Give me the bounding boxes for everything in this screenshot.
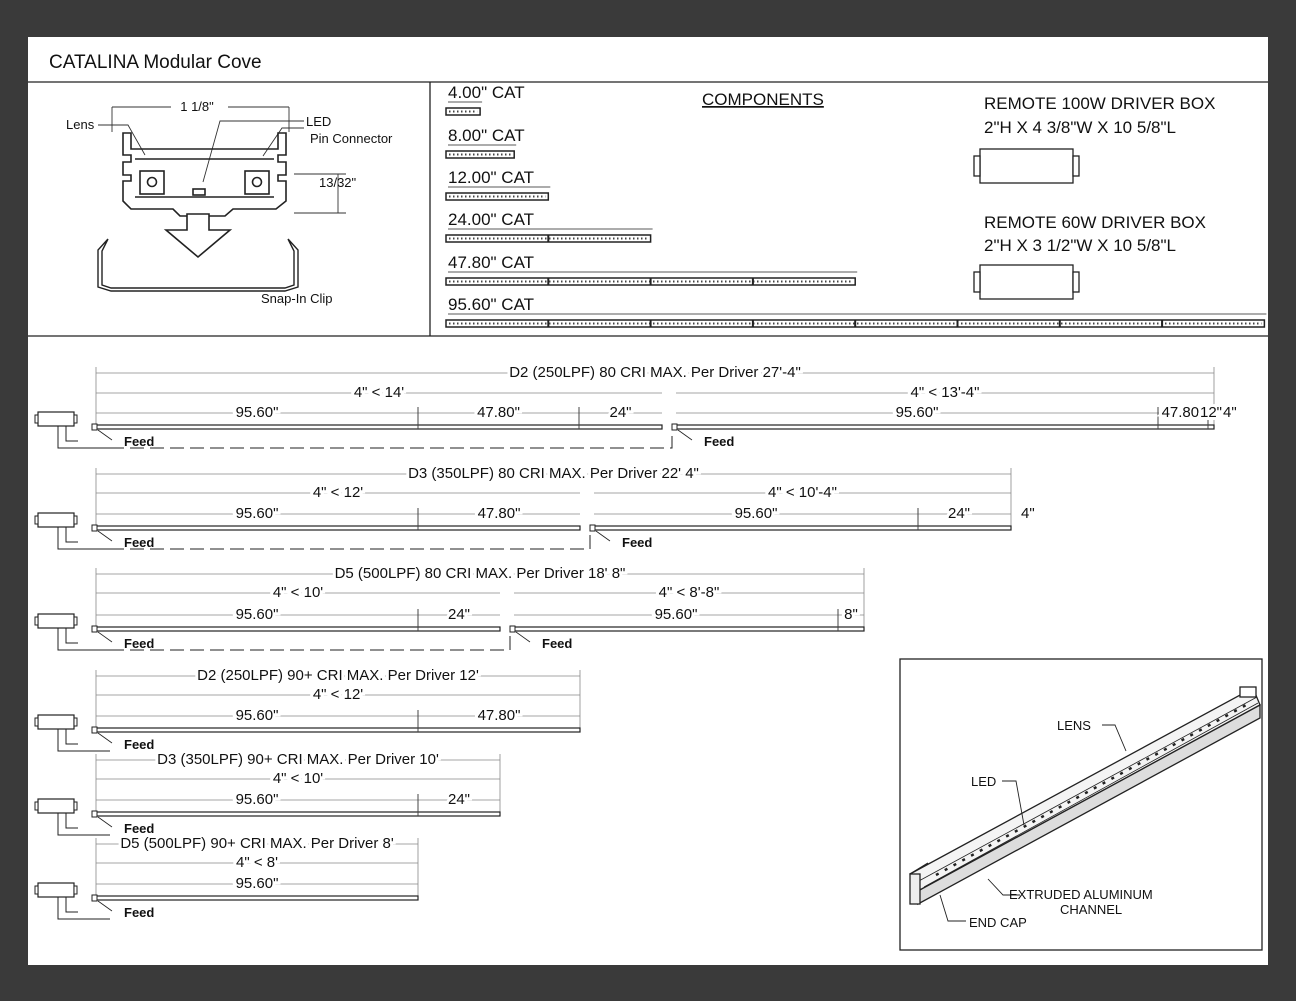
- part-length-label: 47.80": [477, 505, 521, 522]
- component-strip: [446, 278, 855, 285]
- strip-body: [96, 812, 500, 816]
- component-label: 8.00" CAT: [448, 126, 525, 145]
- run-segment: [92, 686, 580, 752]
- segment-length-label: 4" < 13'-4": [910, 384, 980, 401]
- driver-box-icon: [38, 513, 74, 527]
- part-length-label: 95.60": [654, 606, 698, 623]
- driver-box-icon: [38, 799, 74, 813]
- segment-length-label: 4" < 10'-4": [768, 484, 837, 501]
- strip-connector: [92, 525, 97, 531]
- feed-label: Feed: [622, 535, 653, 550]
- feed-leader: [596, 531, 610, 541]
- feed-label: Feed: [124, 905, 155, 920]
- components-section: [446, 83, 1266, 327]
- component-label: 4.00" CAT: [448, 83, 525, 102]
- tail-length-label: 4": [1223, 404, 1237, 421]
- page-title: CATALINA Modular Cove: [49, 52, 262, 73]
- run-layouts: [35, 364, 1237, 920]
- run-title: D3 (350LPF) 90+ CRI MAX. Per Driver 10': [157, 751, 439, 768]
- components-heading: COMPONENTS: [702, 90, 824, 109]
- part-length-label: 95.60": [235, 707, 279, 724]
- feed-leader: [98, 901, 112, 911]
- part-length-label: 95.60": [734, 505, 778, 522]
- component-label: 47.80" CAT: [448, 253, 535, 272]
- feed-label: Feed: [124, 535, 155, 550]
- part-length-label: 47.80": [1161, 404, 1205, 421]
- segment-length-label: 4" < 14': [353, 384, 405, 401]
- segment-length-label: 4" < 10': [272, 770, 324, 787]
- driver-box-icon-cap: [74, 415, 77, 423]
- part-length-label: 24": [447, 791, 471, 808]
- part-length-label: 95.60": [235, 791, 279, 808]
- run-title: D5 (500LPF) 80 CRI MAX. Per Driver 18' 8": [334, 565, 626, 582]
- driver-box-icon-cap: [35, 718, 38, 726]
- driver-100w-box-icon: [974, 149, 1079, 183]
- run-title: D2 (250LPF) 90+ CRI MAX. Per Driver 12': [197, 667, 479, 684]
- strip-connector: [92, 811, 97, 817]
- component-strip: [446, 235, 651, 242]
- feed-label: Feed: [704, 434, 735, 449]
- driver-60w-box-icon: [974, 265, 1079, 299]
- part-length-label: 47.80": [477, 404, 520, 421]
- feed-leader: [98, 632, 112, 642]
- tail-length-label: 4": [1021, 505, 1035, 522]
- iso-led-label: LED: [971, 774, 997, 789]
- component-label: 95.60" CAT: [448, 295, 535, 314]
- strip-body: [96, 728, 580, 732]
- part-length-label: 95.60": [235, 875, 279, 892]
- driver-100w-title: REMOTE 100W DRIVER BOX: [984, 94, 1216, 113]
- feed-wire: [66, 628, 78, 643]
- profile-led-label: LED: [306, 114, 332, 129]
- run-segment: [110, 384, 1237, 449]
- isometric-inset: [900, 659, 1262, 950]
- driver-box-icon-cap: [74, 886, 77, 894]
- strip-body: [594, 526, 1011, 530]
- part-length-label: 95.60": [235, 404, 279, 421]
- run-layout-1: [35, 364, 1237, 449]
- feed-wire: [66, 729, 78, 744]
- part-length-label: 8": [844, 606, 858, 623]
- driver-box-icon-cap: [35, 617, 38, 625]
- component-strip: [446, 151, 514, 158]
- strip-body: [96, 627, 500, 631]
- strip-body: [676, 425, 1214, 429]
- part-length-label: 95.60": [235, 505, 279, 522]
- strip-body: [96, 526, 580, 530]
- component-strip-body: [446, 151, 514, 158]
- feed-label: Feed: [124, 821, 155, 836]
- run-title: D2 (250LPF) 80 CRI MAX. Per Driver 27'-4": [509, 364, 801, 381]
- component-label: 12.00" CAT: [448, 168, 535, 187]
- driver-box-icon: [38, 883, 74, 897]
- strip-connector: [590, 525, 595, 531]
- part-length-label: 95.60": [235, 606, 279, 623]
- driver-box-icon-cap: [35, 886, 38, 894]
- strip-body: [96, 425, 662, 429]
- iso-end-cap-label: END CAP: [969, 915, 1027, 930]
- feed-leader: [98, 733, 112, 743]
- driver-box-icon: [38, 715, 74, 729]
- strip-connector: [92, 895, 97, 901]
- driver-100w: [974, 94, 1215, 299]
- driver-box-icon-cap: [35, 516, 38, 524]
- jumper-wire: [110, 429, 672, 448]
- run-title: D5 (500LPF) 90+ CRI MAX. Per Driver 8': [120, 835, 394, 852]
- segment-length-label: 4" < 10': [272, 584, 324, 601]
- driver-box-icon-cap: [35, 802, 38, 810]
- strip-connector: [92, 727, 97, 733]
- segment-length-label: 4" < 8': [236, 854, 278, 871]
- jumper-wire: [110, 631, 510, 650]
- feed-leader: [98, 430, 112, 440]
- strip-body: [514, 627, 864, 631]
- component-label: 24.00" CAT: [448, 210, 535, 229]
- driver-box-icon-cap: [74, 617, 77, 625]
- driver-100w-dims: 2"H X 4 3/8"W X 10 5/8"L: [984, 118, 1176, 137]
- run-layout-5: [35, 751, 500, 836]
- segment-length-label: 4" < 12': [312, 484, 364, 501]
- drawing-canvas: [28, 37, 1268, 965]
- part-length-label: 24": [947, 505, 971, 522]
- driver-box-icon: [38, 614, 74, 628]
- run-segment: [92, 770, 500, 836]
- feed-leader: [678, 430, 692, 440]
- profile-pin-connector-label: Pin Connector: [310, 131, 393, 146]
- snap-in-clip-label: Snap-In Clip: [261, 291, 333, 306]
- run-layout-3: [35, 565, 864, 651]
- profile-lens-label: Lens: [66, 117, 95, 132]
- segment-length-label: 4" < 12': [312, 686, 364, 703]
- profile-width-dim: 1 1/8": [180, 99, 214, 114]
- down-arrow-icon: [166, 214, 230, 257]
- feed-wire: [66, 527, 78, 542]
- feed-wire: [66, 426, 78, 441]
- run-segment: [92, 484, 580, 550]
- run-segment: [110, 584, 864, 651]
- run-title: D3 (350LPF) 80 CRI MAX. Per Driver 22' 4": [408, 465, 699, 482]
- driver-box-icon-cap: [74, 802, 77, 810]
- run-layout-2: [35, 465, 1035, 550]
- run-layout-6: [35, 835, 418, 920]
- component-strip-body: [446, 108, 480, 115]
- strip-connector: [672, 424, 677, 430]
- part-length-label: 24": [609, 404, 632, 421]
- feed-leader: [98, 817, 112, 827]
- run-segment: [92, 384, 662, 449]
- part-length-label: 12": [1199, 404, 1223, 421]
- feed-wire: [66, 897, 78, 912]
- drawing-sheet: [28, 37, 1268, 965]
- iso-channel-label-1: EXTRUDED ALUMINUM: [1009, 887, 1153, 902]
- strip-connector: [92, 626, 97, 632]
- profile-height-dim: 13/32": [319, 175, 357, 190]
- component-strip: [446, 320, 1264, 327]
- part-length-label: 24": [447, 606, 471, 623]
- driver-box-icon-cap: [74, 718, 77, 726]
- feed-label: Feed: [124, 636, 155, 651]
- feed-leader: [98, 531, 112, 541]
- strip-connector: [92, 424, 97, 430]
- run-segment: [92, 584, 500, 651]
- feed-label: Feed: [124, 434, 155, 449]
- run-segment: [92, 854, 418, 920]
- driver-box-icon-cap: [74, 516, 77, 524]
- driver-box-icon: [38, 412, 74, 426]
- jumper-wire: [110, 530, 590, 549]
- iso-lens-label: LENS: [1057, 718, 1091, 733]
- part-length-label: 47.80": [477, 707, 521, 724]
- profile-section: [66, 99, 393, 306]
- feed-leader: [516, 632, 530, 642]
- strip-body: [96, 896, 418, 900]
- run-layout-4: [35, 667, 580, 752]
- component-strip: [446, 193, 548, 200]
- part-length-label: 95.60": [895, 404, 939, 421]
- segment-length-label: 4" < 8'-8": [658, 584, 720, 601]
- feed-label: Feed: [124, 737, 155, 752]
- component-strip: [446, 108, 480, 115]
- strip-connector: [510, 626, 515, 632]
- iso-channel-label-2: CHANNEL: [1060, 902, 1123, 917]
- driver-60w-dims: 2"H X 3 1/2"W X 10 5/8"L: [984, 236, 1176, 255]
- channel-profile-drawing: [123, 133, 286, 216]
- feed-label: Feed: [542, 636, 573, 651]
- driver-box-icon-cap: [35, 415, 38, 423]
- driver-60w-title: REMOTE 60W DRIVER BOX: [984, 213, 1206, 232]
- feed-wire: [66, 813, 78, 828]
